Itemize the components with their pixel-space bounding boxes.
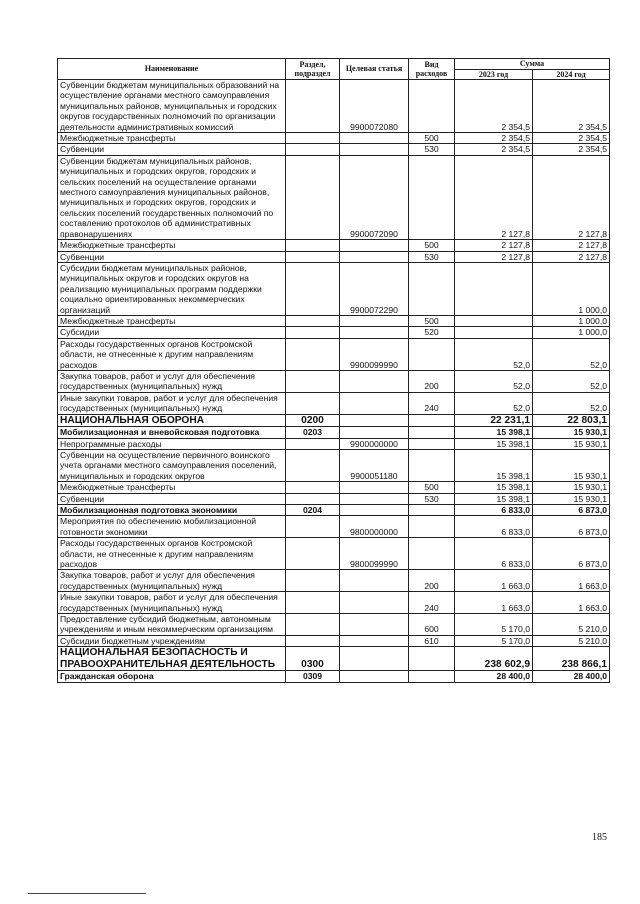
- row-target-cell: 9800099990: [340, 538, 409, 570]
- row-2024-cell: 52,0: [533, 392, 610, 414]
- row-section-cell: [286, 449, 340, 481]
- row-section-cell: [286, 614, 340, 636]
- row-2024-cell: 1 000,0: [533, 327, 610, 338]
- row-section-cell: [286, 635, 340, 646]
- row-name-cell: Расходы государственных органов Костромской области, не отнесенные к другим направлениям расходов: [58, 338, 286, 370]
- row-section-cell: 0300: [286, 647, 340, 671]
- row-type-cell: 600: [409, 614, 455, 636]
- row-section-cell: 0203: [286, 427, 340, 438]
- row-type-cell: [409, 80, 455, 133]
- row-section-cell: [286, 315, 340, 326]
- row-name-cell: НАЦИОНАЛЬНАЯ БЕЗОПАСНОСТЬ И ПРАВООХРАНИТЕЛЬНАЯ ДЕЯТЕЛЬНОСТЬ: [58, 647, 286, 671]
- row-section-cell: [286, 392, 340, 414]
- row-2024-cell: 52,0: [533, 338, 610, 370]
- row-type-cell: [409, 671, 455, 682]
- table-row: [58, 516, 610, 538]
- row-2024-cell: 5 210,0: [533, 614, 610, 636]
- row-name-cell: Субвенции: [58, 144, 286, 155]
- row-name-cell: Субсидии: [58, 327, 286, 338]
- row-target-cell: [340, 144, 409, 155]
- row-section-cell: [286, 493, 340, 504]
- row-type-cell: 500: [409, 315, 455, 326]
- row-target-cell: [340, 504, 409, 515]
- row-target-cell: [340, 614, 409, 636]
- row-target-cell: 9900072090: [340, 155, 409, 239]
- row-name-cell: Мобилизационная подготовка экономики: [58, 504, 286, 515]
- row-section-cell: 0204: [286, 504, 340, 515]
- header-sum: Сумма: [455, 59, 610, 70]
- table-row: [58, 133, 610, 144]
- table-row: [58, 315, 610, 326]
- row-type-cell: [409, 449, 455, 481]
- row-2024-cell: 6 873,0: [533, 516, 610, 538]
- row-type-cell: 200: [409, 370, 455, 392]
- header-type: Вид расходов: [409, 59, 455, 80]
- row-section-cell: [286, 144, 340, 155]
- row-2024-cell: 15 930,1: [533, 493, 610, 504]
- row-2024-cell: 1 663,0: [533, 592, 610, 614]
- row-name-cell: Межбюджетные трансферты: [58, 482, 286, 493]
- row-target-cell: [340, 240, 409, 251]
- table-row: [58, 570, 610, 592]
- row-target-cell: [340, 493, 409, 504]
- row-2024-cell: 1 663,0: [533, 570, 610, 592]
- row-section-cell: 0200: [286, 414, 340, 427]
- row-2023-cell: [455, 327, 533, 338]
- row-section-cell: 0309: [286, 671, 340, 682]
- row-section-cell: [286, 516, 340, 538]
- row-2023-cell: 5 170,0: [455, 635, 533, 646]
- row-section-cell: [286, 482, 340, 493]
- row-target-cell: [340, 392, 409, 414]
- row-2023-cell: 15 398,1: [455, 449, 533, 481]
- row-2023-cell: [455, 262, 533, 315]
- table-row: [58, 671, 610, 682]
- row-2024-cell: 2 127,8: [533, 251, 610, 262]
- row-name-cell: Мобилизационная и вневойсковая подготовка: [58, 427, 286, 438]
- row-target-cell: [340, 635, 409, 646]
- row-2023-cell: 15 398,1: [455, 493, 533, 504]
- row-2023-cell: 15 398,1: [455, 438, 533, 449]
- table-row: [58, 493, 610, 504]
- table-row: [58, 504, 610, 515]
- row-2023-cell: 6 833,0: [455, 516, 533, 538]
- row-2024-cell: 52,0: [533, 370, 610, 392]
- row-section-cell: [286, 262, 340, 315]
- row-section-cell: [286, 438, 340, 449]
- row-2023-cell: 15 398,1: [455, 427, 533, 438]
- row-2023-cell: 52,0: [455, 338, 533, 370]
- table-row: [58, 80, 610, 133]
- row-type-cell: [409, 438, 455, 449]
- table-row: [58, 144, 610, 155]
- row-name-cell: Предоставление субсидий бюджетным, автономным учреждениям и иным некоммерческим организациям: [58, 614, 286, 636]
- row-target-cell: [340, 671, 409, 682]
- row-2023-cell: 1 663,0: [455, 592, 533, 614]
- table-row: [58, 392, 610, 414]
- header-section: Раздел, подраздел: [286, 59, 340, 80]
- row-section-cell: [286, 570, 340, 592]
- row-2024-cell: 28 400,0: [533, 671, 610, 682]
- row-type-cell: 500: [409, 482, 455, 493]
- row-2023-cell: 2 354,5: [455, 133, 533, 144]
- row-target-cell: [340, 592, 409, 614]
- row-type-cell: 610: [409, 635, 455, 646]
- row-type-cell: [409, 155, 455, 239]
- row-section-cell: [286, 327, 340, 338]
- header-year-2024: 2024 год: [533, 69, 610, 80]
- table-row: [58, 414, 610, 427]
- row-target-cell: [340, 570, 409, 592]
- row-type-cell: [409, 504, 455, 515]
- table-row: [58, 449, 610, 481]
- row-target-cell: 9900000000: [340, 438, 409, 449]
- budget-table: [57, 58, 610, 683]
- row-section-cell: [286, 370, 340, 392]
- row-target-cell: 9800000000: [340, 516, 409, 538]
- row-section-cell: [286, 338, 340, 370]
- table-row: [58, 370, 610, 392]
- row-2024-cell: 238 866,1: [533, 647, 610, 671]
- row-target-cell: [340, 647, 409, 671]
- row-name-cell: Субвенции: [58, 493, 286, 504]
- header-target: Целевая статья: [340, 59, 409, 80]
- table-row: [58, 338, 610, 370]
- row-target-cell: [340, 427, 409, 438]
- row-2023-cell: 2 354,5: [455, 80, 533, 133]
- row-type-cell: [409, 414, 455, 427]
- page-number: 185: [592, 832, 607, 843]
- row-section-cell: [286, 538, 340, 570]
- row-2024-cell: 22 803,1: [533, 414, 610, 427]
- table-row: [58, 327, 610, 338]
- row-2023-cell: 52,0: [455, 392, 533, 414]
- row-2023-cell: [455, 315, 533, 326]
- table-row: [58, 240, 610, 251]
- table-row: [58, 427, 610, 438]
- row-type-cell: [409, 647, 455, 671]
- table-row: [58, 592, 610, 614]
- row-type-cell: [409, 427, 455, 438]
- table-row: [58, 251, 610, 262]
- row-name-cell: Иные закупки товаров, работ и услуг для обеспечения государственных (муниципальных) нужд: [58, 392, 286, 414]
- row-target-cell: 9900051180: [340, 449, 409, 481]
- row-type-cell: [409, 538, 455, 570]
- row-2024-cell: 15 930,1: [533, 449, 610, 481]
- row-2024-cell: 2 354,5: [533, 80, 610, 133]
- row-2024-cell: 2 354,5: [533, 144, 610, 155]
- table-row: [58, 438, 610, 449]
- row-name-cell: Мероприятия по обеспечению мобилизационной готовности экономики: [58, 516, 286, 538]
- row-name-cell: Субсидии бюджетам муниципальных районов, муниципальных округов и городских округов на реализацию муниципальных программ поддержки социально ориентированных некоммерческих организаций: [58, 262, 286, 315]
- row-2023-cell: 2 127,8: [455, 155, 533, 239]
- row-section-cell: [286, 592, 340, 614]
- row-name-cell: Межбюджетные трансферты: [58, 315, 286, 326]
- row-name-cell: Иные закупки товаров, работ и услуг для обеспечения государственных (муниципальных) нужд: [58, 592, 286, 614]
- row-2024-cell: 15 930,1: [533, 438, 610, 449]
- row-type-cell: 530: [409, 493, 455, 504]
- row-name-cell: Субвенции бюджетам муниципальных районов, муниципальных и городских округов, городских и сельских поселений на осуществление органами местного самоуправления муниципальных районов, муниципальных и городских округов, городских и сельских поселений государственных полномочий по составлению протоколов об административных правонарушениях: [58, 155, 286, 239]
- row-2023-cell: 6 833,0: [455, 504, 533, 515]
- row-type-cell: [409, 338, 455, 370]
- row-2023-cell: 52,0: [455, 370, 533, 392]
- row-target-cell: 9900072080: [340, 80, 409, 133]
- row-name-cell: Закупка товаров, работ и услуг для обеспечения государственных (муниципальных) нужд: [58, 570, 286, 592]
- row-name-cell: НАЦИОНАЛЬНАЯ ОБОРОНА: [58, 414, 286, 427]
- table-row: [58, 482, 610, 493]
- row-type-cell: 500: [409, 240, 455, 251]
- table-row: [58, 155, 610, 239]
- row-section-cell: [286, 80, 340, 133]
- row-type-cell: 520: [409, 327, 455, 338]
- row-2024-cell: 15 930,1: [533, 427, 610, 438]
- header-year-2023: 2023 год: [455, 69, 533, 80]
- row-target-cell: [340, 133, 409, 144]
- row-2024-cell: 5 210,0: [533, 635, 610, 646]
- row-name-cell: Гражданская оборона: [58, 671, 286, 682]
- row-section-cell: [286, 155, 340, 239]
- row-2023-cell: 238 602,9: [455, 647, 533, 671]
- row-2023-cell: 28 400,0: [455, 671, 533, 682]
- row-type-cell: 500: [409, 133, 455, 144]
- row-type-cell: 530: [409, 144, 455, 155]
- row-target-cell: [340, 251, 409, 262]
- table-row: [58, 635, 610, 646]
- row-target-cell: [340, 370, 409, 392]
- footnote-divider: [28, 893, 146, 894]
- row-2023-cell: 2 354,5: [455, 144, 533, 155]
- row-name-cell: Закупка товаров, работ и услуг для обеспечения государственных (муниципальных) нужд: [58, 370, 286, 392]
- table-row: [58, 647, 610, 671]
- row-target-cell: 9900072290: [340, 262, 409, 315]
- row-name-cell: Межбюджетные трансферты: [58, 133, 286, 144]
- row-2024-cell: 15 930,1: [533, 482, 610, 493]
- row-2023-cell: 5 170,0: [455, 614, 533, 636]
- row-target-cell: [340, 414, 409, 427]
- row-2024-cell: 1 000,0: [533, 262, 610, 315]
- row-2023-cell: 2 127,8: [455, 251, 533, 262]
- row-2024-cell: 2 127,8: [533, 155, 610, 239]
- row-2024-cell: 1 000,0: [533, 315, 610, 326]
- table-row: [58, 538, 610, 570]
- row-2023-cell: 6 833,0: [455, 538, 533, 570]
- row-type-cell: 530: [409, 251, 455, 262]
- row-name-cell: Субвенции на осуществление первичного воинского учета органами местного самоуправления поселений, муниципальных и городских округов: [58, 449, 286, 481]
- header-name: Наименование: [58, 59, 286, 80]
- row-type-cell: [409, 516, 455, 538]
- table-body: [58, 80, 610, 683]
- row-target-cell: [340, 315, 409, 326]
- row-target-cell: [340, 482, 409, 493]
- row-name-cell: Расходы государственных органов Костромской области, не отнесенные к другим направлениям расходов: [58, 538, 286, 570]
- row-type-cell: 200: [409, 570, 455, 592]
- row-2023-cell: 15 398,1: [455, 482, 533, 493]
- row-2024-cell: 6 873,0: [533, 538, 610, 570]
- row-name-cell: Субсидии бюджетным учреждениям: [58, 635, 286, 646]
- row-2023-cell: 2 127,8: [455, 240, 533, 251]
- row-2023-cell: 1 663,0: [455, 570, 533, 592]
- row-target-cell: 9900099990: [340, 338, 409, 370]
- row-target-cell: [340, 327, 409, 338]
- table-row: [58, 614, 610, 636]
- row-2024-cell: 2 127,8: [533, 240, 610, 251]
- row-name-cell: Межбюджетные трансферты: [58, 240, 286, 251]
- row-2024-cell: 6 873,0: [533, 504, 610, 515]
- row-section-cell: [286, 240, 340, 251]
- table-row: [58, 262, 610, 315]
- row-name-cell: Субвенции бюджетам муниципальных образований на осуществление органами местного самоуправления муниципальных районов, муниципальных и городских округов государственных полномочий по организации деятельности административных комиссий: [58, 80, 286, 133]
- table-header: [58, 59, 610, 80]
- row-2023-cell: 22 231,1: [455, 414, 533, 427]
- row-name-cell: Субвенции: [58, 251, 286, 262]
- row-type-cell: [409, 262, 455, 315]
- row-type-cell: 240: [409, 592, 455, 614]
- row-2024-cell: 2 354,5: [533, 133, 610, 144]
- row-name-cell: Непрограммные расходы: [58, 438, 286, 449]
- row-section-cell: [286, 133, 340, 144]
- row-section-cell: [286, 251, 340, 262]
- row-type-cell: 240: [409, 392, 455, 414]
